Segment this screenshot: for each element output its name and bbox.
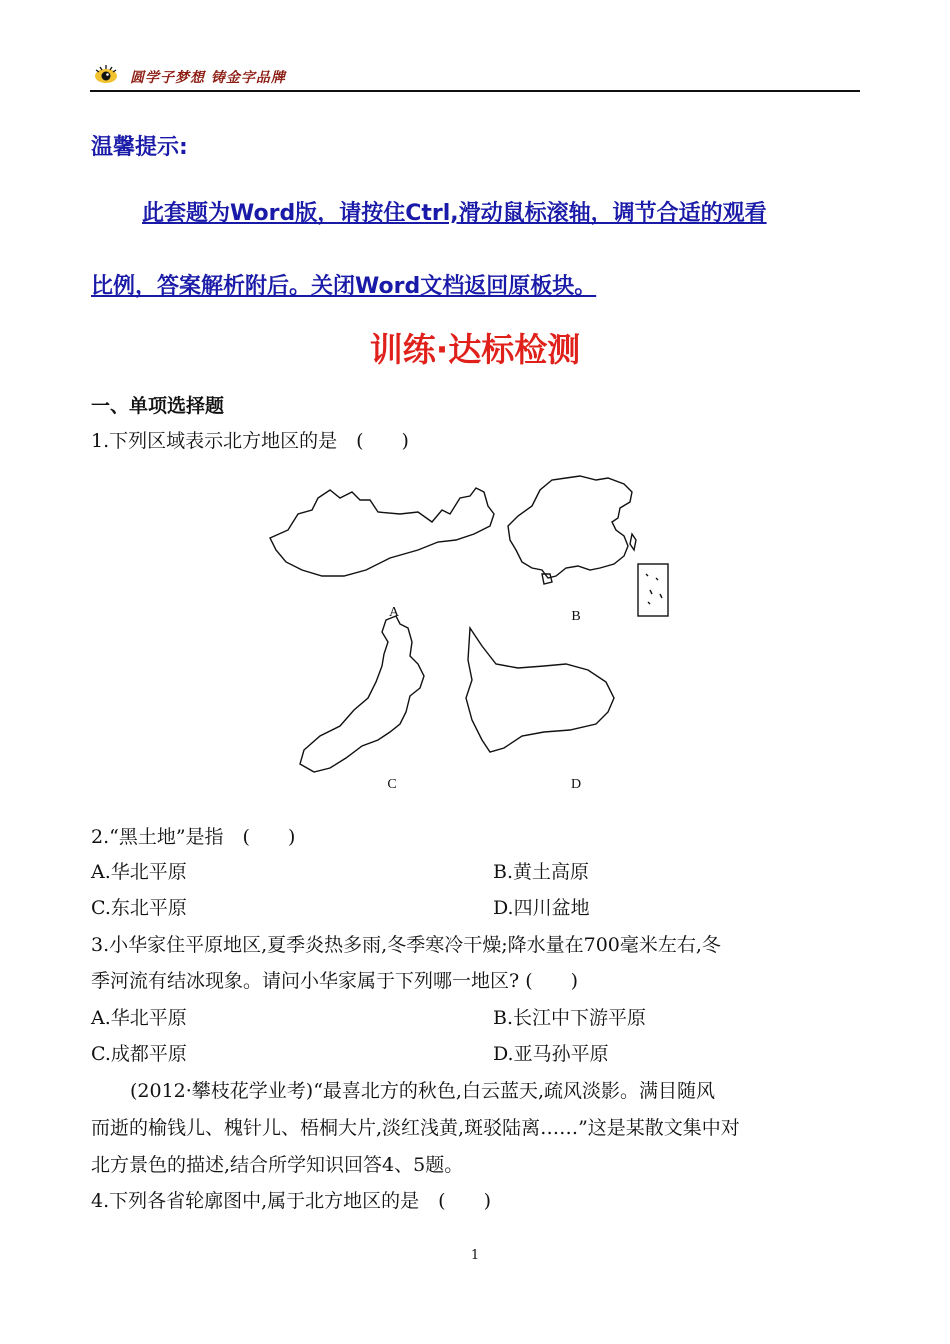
region-maps-figure xyxy=(260,470,680,800)
q2-option-b: B.黄土高原 xyxy=(493,861,590,883)
page-number: 1 xyxy=(470,1248,480,1263)
eye-logo-icon xyxy=(94,64,118,86)
q2-option-c: C.东北平原 xyxy=(91,897,187,919)
q3-option-d: D.亚马孙平原 xyxy=(493,1043,609,1065)
passage-line-2: 而逝的榆钱儿、槐针儿、梧桐大片,淡红浅黄,斑驳陆离……”这是某散文集中对 xyxy=(91,1117,740,1139)
question-1: 1.下列区域表示北方地区的是 ( ) xyxy=(91,430,409,452)
tip-text-line-1: 此套题为Word版，请按住Ctrl,滑动鼠标滚轴，调节合适的观看 xyxy=(142,201,767,226)
map-b-hainan xyxy=(542,574,552,584)
header-slogan: 圆学子梦想 铸金字品牌 xyxy=(130,70,286,86)
map-c-outline xyxy=(300,616,424,772)
question-2: 2.“黑土地”是指 ( ) xyxy=(91,826,296,848)
map-label-d: D xyxy=(570,777,582,792)
section-title: 一、单项选择题 xyxy=(91,395,225,417)
tip-title: 温馨提示: xyxy=(91,135,188,160)
map-d-outline xyxy=(466,628,614,752)
map-label-c: C xyxy=(387,777,397,792)
page-title: 训练·达标检测 xyxy=(369,330,581,369)
map-label-b: B xyxy=(571,609,581,624)
question-3-line-2: 季河流有结冰现象。请问小华家属于下列哪一地区? ( ) xyxy=(91,970,579,992)
q3-option-b: B.长江中下游平原 xyxy=(493,1007,647,1029)
question-4: 4.下列各省轮廓图中,属于北方地区的是 ( ) xyxy=(91,1190,491,1212)
q3-option-a: A.华北平原 xyxy=(91,1007,187,1029)
passage-line-3: 北方景色的描述,结合所学知识回答4、5题。 xyxy=(91,1154,464,1176)
tip-text-line-2: 比例，答案解析附后。关闭Word文档返回原板块。 xyxy=(91,274,597,299)
map-a-outline xyxy=(270,488,494,576)
page-header xyxy=(90,64,860,92)
question-3-line-1: 3.小华家住平原地区,夏季炎热多雨,冬季寒冷干燥;降水量在700毫米左右,冬 xyxy=(91,934,721,956)
map-b-taiwan xyxy=(630,534,636,550)
q3-option-c: C.成都平原 xyxy=(91,1043,187,1065)
map-b-outline xyxy=(508,476,632,578)
map-label-a: A xyxy=(388,605,400,620)
passage-line-1: (2012·攀枝花学业考)“最喜北方的秋色,白云蓝天,疏风淡影。满目随风 xyxy=(130,1080,716,1102)
map-b-inset-islands xyxy=(646,574,662,604)
q2-option-a: A.华北平原 xyxy=(91,861,187,883)
map-b-inset-box xyxy=(638,564,668,616)
q2-option-d: D.四川盆地 xyxy=(493,897,590,919)
